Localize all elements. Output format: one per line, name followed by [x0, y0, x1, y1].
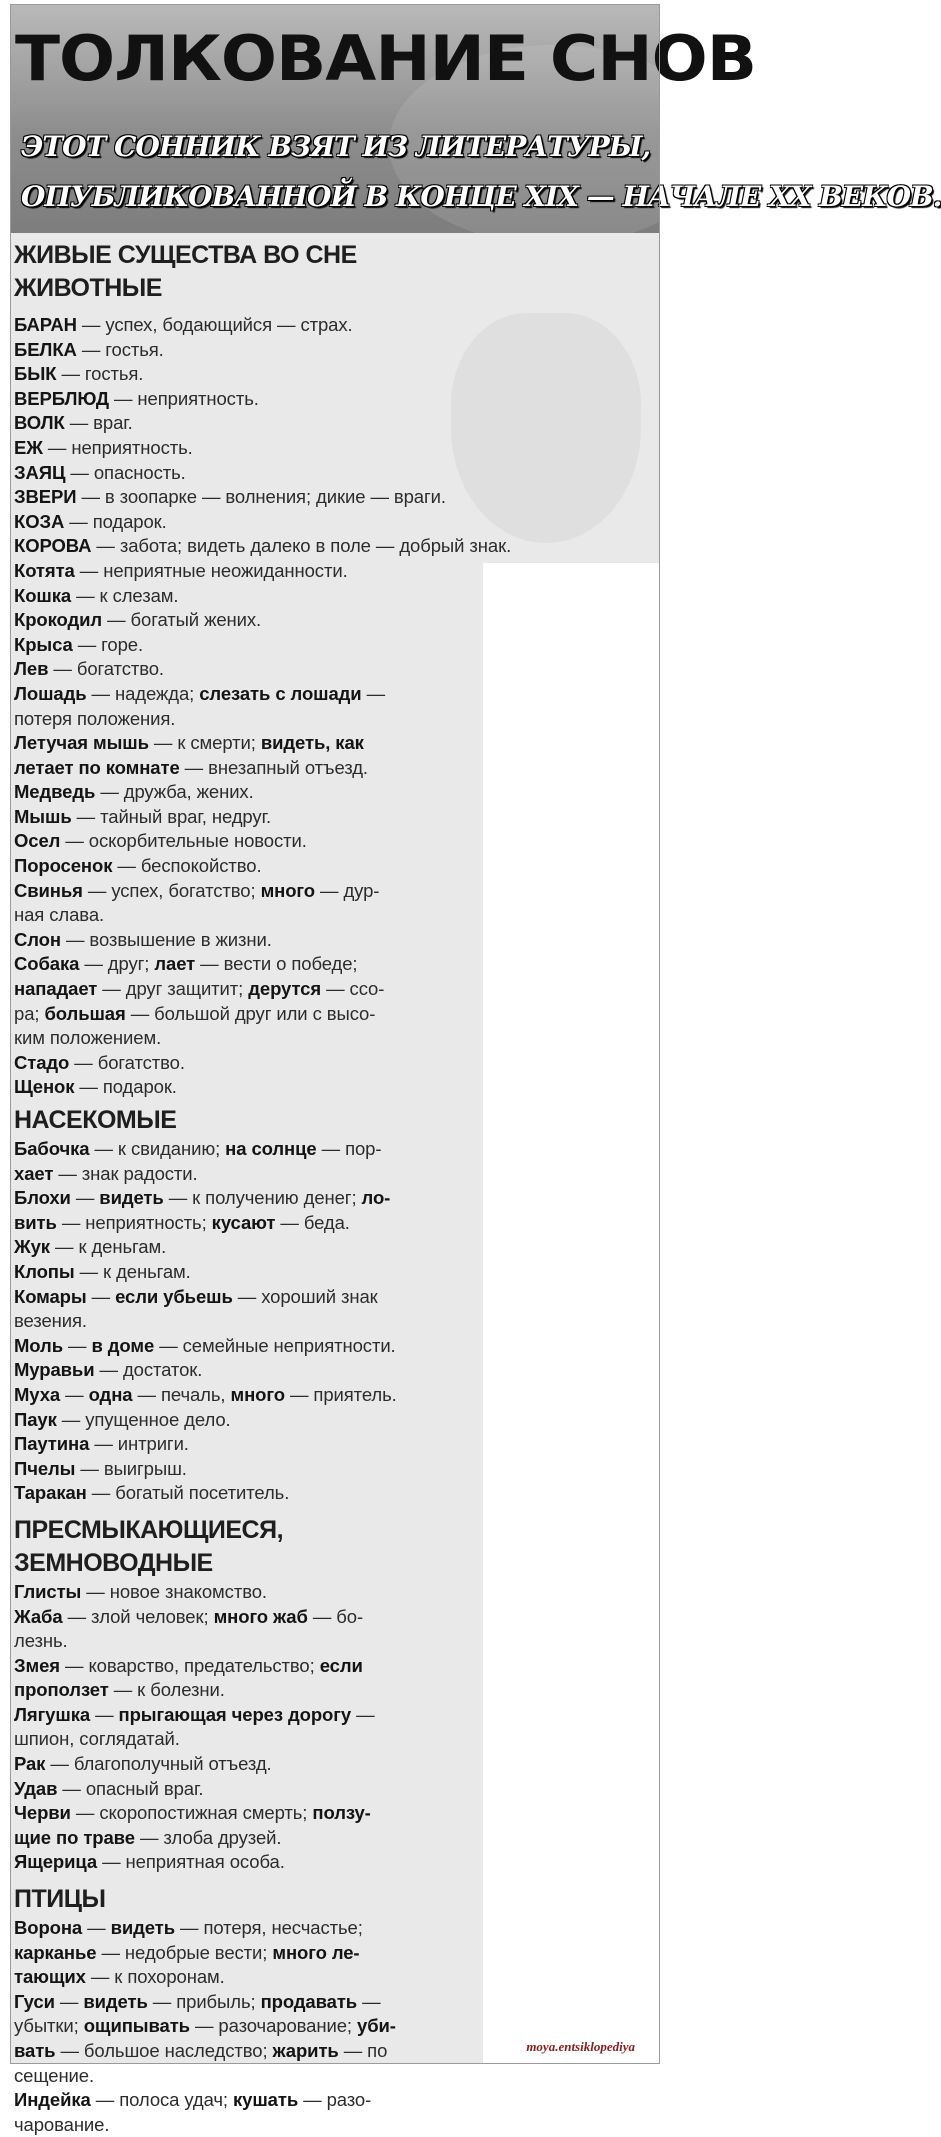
entry-line [14, 362, 654, 387]
entry-line [14, 1137, 654, 1162]
entry-line [14, 1777, 654, 1802]
entry-meaning: — [361, 682, 386, 704]
entry-line [14, 1703, 654, 1728]
entry-line [14, 1383, 654, 1408]
section-title-reptiles: ПРЕСМЫКАЮЩИЕСЯ, [14, 1515, 284, 1544]
entry-line [14, 1075, 654, 1100]
entry-meaning: — печаль, [132, 1383, 231, 1405]
insects-list [14, 1137, 654, 1506]
entry-term: Муха [14, 1383, 61, 1405]
entry-term: Свинья [14, 879, 83, 901]
entry-meaning: — богатство. [48, 658, 164, 680]
entry-meaning: — внезапный отъезд. [179, 756, 368, 778]
entry-meaning: — к слезам. [71, 584, 179, 606]
entry-term: в доме [91, 1334, 155, 1356]
entry-line [14, 1605, 654, 1630]
entry-meaning: — знак радости. [53, 1162, 198, 1184]
entry-term: БЕЛКА [14, 338, 77, 360]
entry-meaning: — [86, 1285, 116, 1307]
entry-line [14, 411, 654, 436]
watermark: moya.entsiklopediya [526, 2039, 635, 2054]
entry-meaning: везения. [14, 1310, 87, 1332]
entry-term: Черви [14, 1802, 71, 1824]
birds-list [14, 1916, 654, 2137]
entry-meaning: — гостья. [76, 338, 164, 360]
entry-meaning: — [82, 1917, 111, 1939]
entry-term: видеть [83, 1990, 148, 2012]
entry-term: ВЕРБЛЮД [14, 387, 109, 409]
entry-term: Бабочка [14, 1138, 90, 1159]
entry-meaning: — враг. [64, 412, 133, 434]
entry-line [14, 756, 654, 781]
entry-term: если [319, 1654, 363, 1676]
entry-line [14, 952, 654, 977]
entry-line [14, 1826, 654, 1851]
entry-line [14, 731, 654, 756]
entry-line [14, 1654, 654, 1679]
entry-meaning: — забота; видеть далеко в поле — добрый знак. [91, 535, 512, 557]
entry-term: много жаб [213, 1605, 308, 1627]
entry-term: Лягушка [14, 1703, 91, 1725]
entry-meaning: — успех, бодающийся — страх. [76, 314, 353, 335]
entry-meaning: — дружба, жених. [95, 781, 254, 803]
entry-line [14, 682, 654, 707]
entry-term: Лев [14, 658, 49, 680]
entry-meaning: ким положением. [14, 1027, 162, 1049]
entry-term: ЕЖ [14, 436, 43, 458]
entry-term: КОРОВА [14, 535, 92, 557]
entry-meaning: ра; [14, 1002, 45, 1024]
animals-list [14, 313, 654, 559]
entry-line [14, 854, 654, 879]
entry-term: ощипывать [83, 2015, 190, 2037]
entry-term: большая [44, 1002, 126, 1024]
entry-meaning: — к деньгам. [74, 1260, 191, 1282]
entry-meaning: — разочарование; [189, 2015, 357, 2037]
entry-line [14, 657, 654, 682]
entry-line [14, 1457, 654, 1482]
entry-term: Жаба [14, 1605, 63, 1627]
entry-meaning: — к болезни. [108, 1679, 225, 1701]
entry-term: Ящерица [14, 1851, 98, 1873]
entry-term: видеть [110, 1917, 175, 1939]
entry-term: ЗАЯЦ [14, 461, 66, 483]
entry-term: жарить [272, 2040, 339, 2061]
entry-term: если убьешь [115, 1285, 233, 1307]
section-title-birds: ПТИЦЫ [14, 1885, 106, 1914]
entry-term: кусают [211, 1211, 276, 1233]
entry-term: Глисты [14, 1580, 82, 1602]
entry-line [14, 436, 654, 461]
entry-meaning: — возвышение в жизни. [60, 928, 272, 950]
entry-meaning: шпион, соглядатай. [14, 1728, 180, 1750]
entry-term: одна [88, 1383, 133, 1405]
entry-meaning: сещение. [14, 2064, 95, 2086]
entry-term: Мышь [14, 805, 72, 827]
entry-term: проползет [14, 1679, 109, 1701]
entry-term: Щенок [14, 1076, 75, 1098]
entry-term: Медведь [14, 781, 96, 803]
entry-term: БАРАН [14, 314, 77, 335]
entry-line [14, 1965, 654, 1990]
entry-term: Поросенок [14, 855, 113, 877]
entry-meaning: — злой человек; [62, 1605, 214, 1627]
entry-line [14, 534, 654, 559]
entry-meaning: — бо- [307, 1605, 364, 1627]
entry-meaning: — оскорбительные новости. [60, 830, 307, 852]
entry-term: Лошадь [14, 682, 87, 704]
entry-line [14, 1727, 654, 1752]
entry-meaning: — [90, 1703, 119, 1725]
entry-line [14, 1051, 654, 1076]
entry-meaning: чарование. [14, 2113, 110, 2135]
entry-line [14, 1432, 654, 1457]
entry-line [14, 1916, 654, 1941]
entry-line [14, 903, 654, 928]
entry-term: Удав [14, 1777, 58, 1799]
section-title-amphibians: ЗЕМНОВОДНЫЕ [14, 1548, 213, 1577]
entry-meaning: — к свиданию; [89, 1138, 226, 1159]
entry-term: ЗВЕРИ [14, 486, 77, 508]
entry-line [14, 2014, 654, 2039]
entry-line [14, 338, 654, 363]
entry-meaning: — тайный враг, недруг. [71, 805, 271, 827]
entry-term: Паук [14, 1408, 57, 1430]
entry-term: хает [14, 1162, 54, 1184]
entry-meaning: — подарок. [74, 1076, 177, 1098]
entry-meaning: — неприятные неожиданности. [74, 559, 348, 581]
entry-meaning: — злоба друзей. [134, 1826, 282, 1848]
entry-term: Котята [14, 559, 75, 581]
entry-term: Комары [14, 1285, 87, 1307]
entry-meaning: — по [338, 2040, 388, 2061]
entry-meaning: — к смерти; [148, 732, 261, 754]
entry-line [14, 1850, 654, 1875]
entry-line [14, 1408, 654, 1433]
entry-meaning: — надежда; [86, 682, 200, 704]
entry-line [14, 510, 654, 535]
entry-term: Рак [14, 1753, 46, 1775]
entry-line [14, 1801, 654, 1826]
entry-line [14, 1629, 654, 1654]
entry-line [14, 780, 654, 805]
entry-line [14, 707, 654, 732]
entry-line [14, 1211, 654, 1236]
entry-line [14, 1186, 654, 1211]
entry-meaning: — друг защитит; [97, 978, 249, 1000]
entry-meaning: — приятель. [284, 1383, 397, 1405]
entry-line [14, 1941, 654, 1966]
entry-line [14, 1580, 654, 1605]
entry-meaning: — разо- [298, 2089, 372, 2111]
entry-line [14, 1260, 654, 1285]
entry-line [14, 1285, 654, 1310]
entry-term: Крыса [14, 633, 73, 655]
entry-term: Стадо [14, 1051, 70, 1073]
entry-meaning: — большой друг или с высо- [125, 1002, 376, 1024]
entry-line [14, 608, 654, 633]
entry-line [14, 1002, 654, 1027]
entry-meaning: — благополучный отъезд. [45, 1753, 272, 1775]
entry-meaning: — интриги. [89, 1433, 189, 1455]
entry-line [14, 1235, 654, 1260]
entry-meaning: — достаток. [94, 1359, 203, 1381]
entry-line [14, 387, 654, 412]
section-title-living-beings: ЖИВЫЕ СУЩЕСТВА ВО СНЕ [14, 241, 357, 269]
entry-line [14, 1990, 654, 2015]
entry-line [14, 461, 654, 486]
entry-meaning: — богатство. [69, 1051, 185, 1073]
entry-meaning: — успех, богатство; [82, 879, 261, 901]
entry-term: Собака [14, 953, 80, 975]
entry-term: дерутся [248, 978, 322, 1000]
entry-term: много [230, 1383, 285, 1405]
entry-meaning: — неприятность. [108, 387, 259, 409]
subtitle-line-2: ОПУБЛИКОВАННОЙ В КОНЦЕ XIX — НАЧАЛЕ XX ВЕКОВ. [21, 180, 941, 213]
entry-line [14, 1752, 654, 1777]
entry-meaning: — полоса удач; [90, 2089, 234, 2111]
entry-meaning: — к похоронам. [85, 1966, 225, 1988]
entry-term: летает по комнате [14, 756, 180, 778]
entry-meaning: — беда. [275, 1211, 350, 1233]
entry-term: уби- [357, 2015, 396, 2037]
entry-term: Змея [14, 1654, 60, 1676]
entry-meaning: — [351, 1703, 375, 1725]
entry-meaning: — подарок. [64, 510, 167, 532]
animals-list-continued [14, 559, 654, 1100]
entry-meaning: — скоропостижная смерть; [70, 1802, 313, 1824]
entry-term: много [260, 879, 315, 901]
subtitle-line-1: ЭТОТ СОННИК ВЗЯТ ИЗ ЛИТЕРАТУРЫ, [21, 130, 651, 163]
entry-meaning: — хороший знак [232, 1285, 378, 1307]
entry-term: Слон [14, 928, 61, 950]
entry-term: ползу- [312, 1802, 371, 1824]
entry-term: щие по траве [14, 1826, 135, 1848]
entry-line [14, 1026, 654, 1051]
entry-meaning: — опасность. [65, 461, 186, 483]
entry-meaning: — опасный враг. [57, 1777, 204, 1799]
entry-meaning: убытки; [14, 2015, 84, 2037]
entry-meaning: — к получению денег; [163, 1187, 362, 1209]
entry-meaning: — гостья. [56, 363, 144, 385]
entry-meaning: — недобрые вести; [96, 1941, 273, 1963]
entry-line [14, 1309, 654, 1334]
entry-term: БЫК [14, 363, 57, 385]
entry-term: слезать с лошади [199, 682, 362, 704]
entry-line [14, 977, 654, 1002]
entry-line [14, 584, 654, 609]
entry-term: Ворона [14, 1917, 83, 1939]
entry-line [14, 829, 654, 854]
entry-meaning: — [62, 1334, 92, 1356]
page-title: ТОЛКОВАНИЕ СНОВ [15, 21, 757, 96]
entry-meaning: — в зоопарке — волнения; дикие — враги. [76, 486, 446, 508]
entry-line [14, 1334, 654, 1359]
entry-meaning: — [60, 1383, 89, 1405]
entry-term: видеть [99, 1187, 164, 1209]
entry-term: Таракан [14, 1482, 87, 1504]
entry-term: Муравьи [14, 1359, 95, 1381]
entry-term: Пчелы [14, 1457, 76, 1479]
entry-term: на солнце [225, 1138, 317, 1159]
entry-term: Крокодил [14, 609, 103, 631]
section-title-insects: НАСЕКОМЫЕ [14, 1106, 177, 1134]
entry-meaning: — богатый жених. [102, 609, 262, 631]
entry-term: Блохи [14, 1187, 71, 1209]
entry-meaning: — большое наследство; [55, 2040, 273, 2061]
section-title-animals: ЖИВОТНЫЕ [14, 274, 162, 302]
entry-term: Осел [14, 830, 61, 852]
entry-line [14, 805, 654, 830]
entry-term: лает [154, 953, 196, 975]
entry-term: Моль [14, 1334, 63, 1356]
entry-meaning: ная слава. [14, 904, 105, 926]
entry-line [14, 1162, 654, 1187]
entry-term: ВОЛК [14, 412, 65, 434]
entry-term: Паутина [14, 1433, 90, 1455]
entry-term: ло- [361, 1187, 391, 1209]
entry-line [14, 928, 654, 953]
entry-meaning: — к деньгам. [49, 1236, 167, 1258]
entry-term: видеть, как [260, 732, 364, 754]
entry-meaning: — дур- [315, 879, 380, 901]
entry-term: много ле- [272, 1941, 360, 1963]
entry-meaning: — неприятность. [42, 436, 193, 458]
entry-meaning: — потеря, несчастье; [174, 1917, 363, 1939]
entry-line [14, 559, 654, 584]
entry-term: прыгающая через дорогу [118, 1703, 352, 1725]
entry-line [14, 1481, 654, 1506]
entry-line [14, 2064, 654, 2089]
entry-meaning: — беспокойство. [112, 855, 262, 877]
entry-meaning: — горе. [72, 633, 144, 655]
entry-meaning: — неприятная особа. [97, 1851, 285, 1873]
entry-line [14, 2088, 654, 2113]
entry-meaning: — выигрыш. [75, 1457, 187, 1479]
entry-meaning: потеря положения. [14, 707, 176, 729]
entry-term: Жук [14, 1236, 50, 1258]
entry-term: продавать [260, 1990, 358, 2012]
entry-line [14, 633, 654, 658]
entry-meaning: — упущенное дело. [56, 1408, 231, 1430]
entry-meaning: — пор- [316, 1138, 382, 1159]
entry-meaning: — семейные неприятности. [154, 1334, 396, 1356]
entry-term: КОЗА [14, 510, 65, 532]
entry-term: вить [14, 1211, 57, 1233]
entry-meaning: — неприятность; [56, 1211, 212, 1233]
entry-term: вать [14, 2040, 56, 2061]
entry-meaning: лезнь. [14, 1630, 68, 1652]
entry-line [14, 879, 654, 904]
entry-term: Летучая мышь [14, 732, 149, 754]
entry-term: Кошка [14, 584, 72, 606]
reptiles-list [14, 1580, 654, 1875]
entry-meaning: — вести о победе; [195, 953, 358, 975]
entry-term: Гуси [14, 1990, 55, 2012]
entry-line [14, 313, 654, 338]
entry-term: нападает [14, 978, 98, 1000]
entry-term: Клопы [14, 1260, 75, 1282]
entry-meaning: — ссо- [321, 978, 385, 1000]
entry-term: Индейка [14, 2089, 91, 2111]
entry-meaning: — друг; [79, 953, 155, 975]
entry-line [14, 2113, 654, 2137]
entry-meaning: — прибыль; [147, 1990, 261, 2012]
entry-term: карканье [14, 1941, 97, 1963]
entry-line [14, 1678, 654, 1703]
entry-meaning: — [54, 1990, 84, 2012]
entry-line [14, 1358, 654, 1383]
entry-line [14, 485, 654, 510]
entry-meaning: — [357, 1990, 381, 2012]
entry-meaning: — богатый посетитель. [86, 1482, 290, 1504]
entry-meaning: — [70, 1187, 100, 1209]
article-body [14, 239, 654, 2137]
entry-meaning: — коварство, предательство; [59, 1654, 320, 1676]
entry-term: кушать [233, 2089, 299, 2111]
entry-meaning: — новое знакомство. [81, 1580, 267, 1602]
entry-term: тающих [14, 1966, 86, 1988]
